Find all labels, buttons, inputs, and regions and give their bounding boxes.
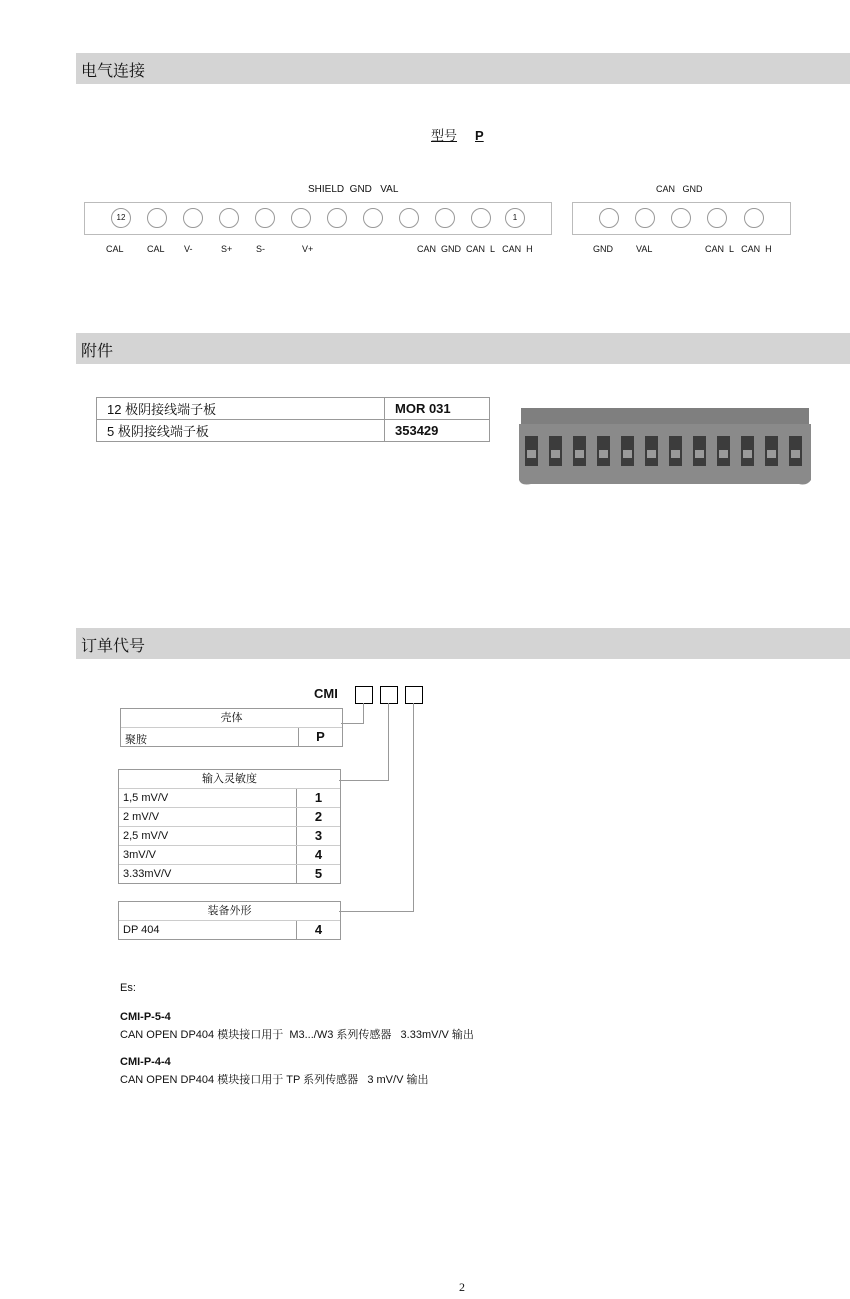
code-box: [355, 686, 373, 704]
row-label: 3.33mV/V: [123, 868, 172, 880]
pin: [707, 208, 727, 228]
accessory-code: 353429: [385, 420, 490, 442]
row-label: 2,5 mV/V: [123, 830, 169, 842]
pin-label: GND: [593, 244, 613, 254]
table-row: [119, 864, 340, 883]
row-code: 3: [296, 827, 340, 845]
row-code: 4: [296, 921, 340, 939]
example-description: CAN OPEN DP404 模块接口用于 M3.../W3 系列传感器 3.33mV/V 输出: [120, 1029, 474, 1041]
table-row: [119, 807, 340, 826]
row-label: 1,5 mV/V: [123, 792, 169, 804]
pin-label: V+: [302, 244, 314, 254]
table-row: [97, 420, 490, 442]
row-label: 2 mV/V: [123, 811, 160, 823]
terminal-block-image: [517, 406, 813, 490]
accessory-code: MOR 031: [385, 398, 490, 420]
connector-top-label-12: SHIELD GND VAL: [308, 184, 399, 195]
pin-1: 1: [505, 208, 525, 228]
section-title: 电气连接: [81, 63, 146, 80]
accessory-name: 5 极阴接线端子板: [97, 420, 385, 442]
row-code: 4: [296, 846, 340, 864]
pin: [255, 208, 275, 228]
model-line: [431, 125, 484, 144]
pin-label: V-: [184, 244, 193, 254]
section-header-accessories: [76, 333, 850, 364]
pin-label: VAL: [636, 244, 653, 254]
example-code: CMI-P-4-4: [120, 1056, 171, 1068]
pin-label: CAL: [147, 244, 165, 254]
table-row: [119, 920, 340, 939]
table-title: 输入灵敏度: [202, 773, 257, 785]
accessory-name: 12 极阴接线端子板: [97, 398, 385, 420]
connector-top-label-5: CAN GND: [656, 184, 703, 194]
section-header-electrical: [76, 53, 850, 84]
pin: [219, 208, 239, 228]
housing-table: [120, 708, 343, 747]
table-row: [119, 845, 340, 864]
pin: [435, 208, 455, 228]
pin: [599, 208, 619, 228]
pin: [671, 208, 691, 228]
page-number: 2: [459, 1280, 465, 1294]
section-header-order: [76, 628, 850, 659]
pin: [363, 208, 383, 228]
pin-12: 12: [111, 208, 131, 228]
pin: [291, 208, 311, 228]
table-title: 壳体: [220, 712, 243, 724]
section-title: 订单代号: [81, 638, 146, 655]
example-code: CMI-P-5-4: [120, 1011, 171, 1023]
row-code: P: [298, 728, 342, 746]
examples-label: Es:: [120, 982, 136, 994]
row-code: 1: [296, 789, 340, 807]
pin: [183, 208, 203, 228]
pin-label: CAN GND CAN L CAN H: [417, 244, 533, 254]
equipment-table: [118, 901, 341, 940]
pin: [147, 208, 167, 228]
example-description: CAN OPEN DP404 模块接口用于 TP 系列传感器 3 mV/V 输出: [120, 1074, 429, 1086]
row-code: 2: [296, 808, 340, 826]
row-label: 聚胺: [125, 734, 147, 746]
pin: [744, 208, 764, 228]
pin-label: CAN L CAN H: [705, 244, 772, 254]
code-box: [405, 686, 423, 704]
pin: [635, 208, 655, 228]
accessories-table: [96, 397, 490, 442]
pin: [327, 208, 347, 228]
row-label: 3mV/V: [123, 849, 157, 861]
table-row: [119, 826, 340, 845]
order-prefix: CMI: [314, 686, 338, 701]
model-label: 型号: [431, 128, 458, 143]
pin-label: S-: [256, 244, 265, 254]
pin-label: S+: [221, 244, 233, 254]
pin-label: CAL: [106, 244, 124, 254]
sensitivity-table: [118, 769, 341, 884]
table-row: [121, 727, 342, 746]
pin: [399, 208, 419, 228]
pin: [471, 208, 491, 228]
table-row: [97, 398, 490, 420]
section-title: 附件: [81, 343, 114, 360]
row-code: 5: [296, 865, 340, 883]
table-row: [119, 788, 340, 807]
code-box: [380, 686, 398, 704]
model-value: P: [475, 128, 484, 143]
row-label: DP 404: [123, 924, 160, 936]
table-title: 装备外形: [207, 905, 252, 917]
